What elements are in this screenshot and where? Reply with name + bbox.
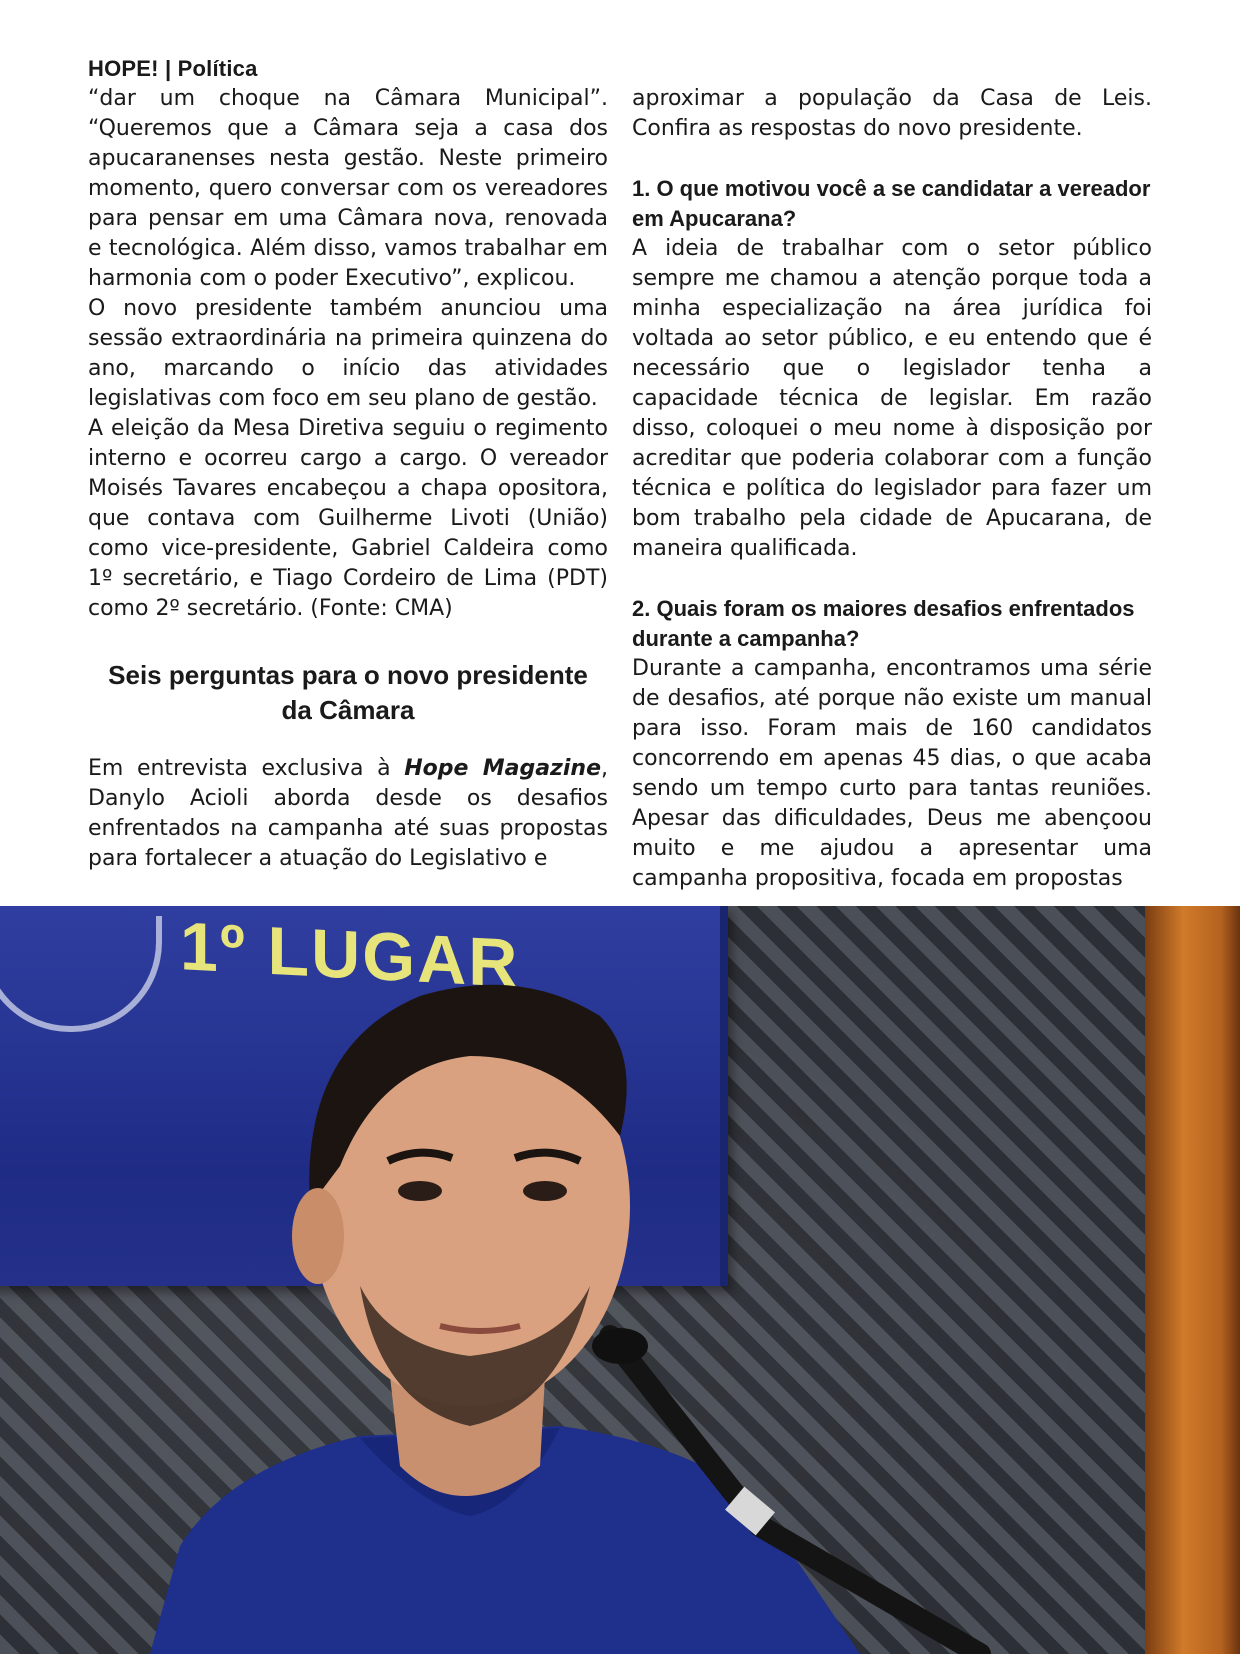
- intro-text-continued: , Danylo Acioli aborda desde os desafios enfrentados na campanha até suas propostas para fortalecer a atuação do Legislativo e: [88, 756, 608, 871]
- section-label: HOPE! | Política: [88, 56, 258, 81]
- portrait-photo: [0, 906, 1240, 1654]
- question-2: 2. Quais foram os maiores desafios enfrentados durante a campanha?: [632, 596, 1135, 651]
- paragraph: “dar um choque na Câmara Municipal”. “Queremos que a Câmara seja a casa dos apucaranenses nesta gestão. Neste primeiro momento, quero conversar com os vereadores para pensar em uma Câmara nova, renovada e tecnológica. Além disso, vamos trabalhar em harmonia com o poder Executivo”, explicou.: [88, 86, 608, 291]
- intro-text: Em entrevista exclusiva à: [88, 756, 405, 781]
- paragraph: aproximar a população da Casa de Leis. Confira as respostas do novo presidente.: [632, 86, 1152, 141]
- section-subheading: Seis perguntas para o novo presidente da Câmara: [108, 660, 588, 725]
- paragraph: A eleição da Mesa Diretiva seguiu o regimento interno e ocorreu cargo a cargo. O vereador Moisés Tavares encabeçou a chapa opositora, que contava com Guilherme Livoti (União) como vice-presidente, Gabriel Caldeira como 1º secretário, e Tiago Cordeiro de Lima (PDT) como 2º secretário. (Fonte: CMA): [88, 416, 608, 621]
- magazine-name: Hope Magazine: [404, 756, 601, 781]
- answer-2: Durante a campanha, encontramos uma série de desafios, até porque não existe um manual para isso. Foram mais de 160 candidatos concorrendo em apenas 45 dias, o que acaba sendo um tempo curto para tantas reuniões. Apesar das dificuldades, Deus me abençoou muito e me ajudou a apresentar uma campanha propositiva, focada em propostas: [632, 656, 1152, 891]
- answer-1: A ideia de trabalhar com o setor público sempre me chamou a atenção porque toda a minha especialização na área jurídica foi voltada ao setor público, e eu entendo que é necessário que o legislador tenha a capacidade técnica de legislar. Em razão disso, coloquei o meu nome à disposição por acreditar que poderia colaborar com a função técnica e política do legislador para fazer um bom trabalho pela cidade de Apucarana, de maneira qualificada.: [632, 236, 1152, 561]
- question-1: 1. O que motivou você a se candidatar a vereador em Apucarana?: [632, 176, 1151, 231]
- right-column: [632, 84, 1152, 894]
- person-illustration: [0, 906, 1240, 1654]
- banner-text: 1º LUGAR: [180, 908, 520, 1002]
- paragraph: O novo presidente também anunciou uma sessão extraordinária na primeira quinzena do ano, marcando o início das atividades legislativas com foco em seu plano de gestão.: [88, 296, 608, 411]
- left-column: [88, 84, 608, 874]
- intro-paragraph: [88, 754, 608, 874]
